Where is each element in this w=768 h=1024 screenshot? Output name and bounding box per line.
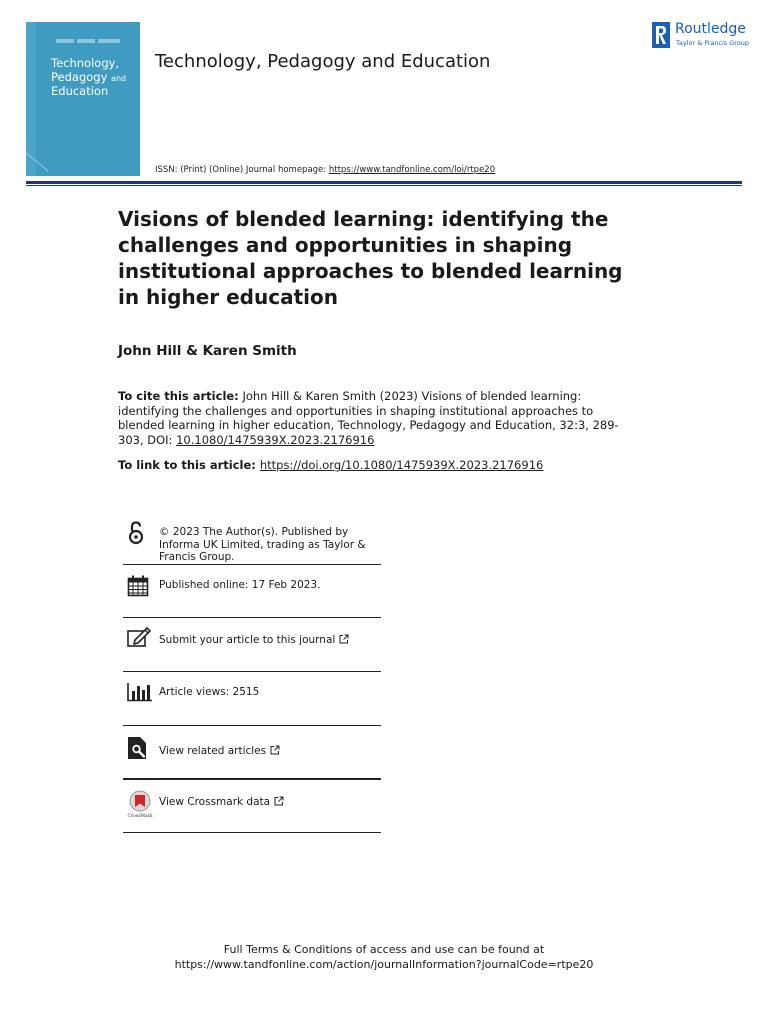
cover-title bbox=[51, 57, 137, 99]
article-views-row bbox=[123, 672, 381, 726]
publisher-name: Routledge bbox=[675, 21, 746, 37]
journal-cover-image[interactable] bbox=[26, 22, 140, 176]
article-views-text: Article views: 2515 bbox=[159, 686, 260, 698]
citation-text: John Hill & Karen Smith (2023) Visions of blended learning: identifying the challenges and opportunities in shaping institutional approaches to blended learning in higher education, Technology, Pedagogy and Education, 32:3, 289-303, DOI: bbox=[118, 389, 619, 447]
calendar-icon bbox=[127, 575, 149, 597]
cover-title-line bbox=[51, 71, 137, 86]
cover-top-bar bbox=[56, 28, 136, 34]
crossmark-link[interactable] bbox=[159, 796, 284, 809]
issn-line bbox=[155, 165, 495, 175]
cover-title-and: and bbox=[111, 73, 127, 83]
crossmark-row[interactable] bbox=[123, 780, 381, 833]
crossmark-label: View Crossmark data bbox=[159, 796, 271, 808]
publisher-subtitle: Taylor & Francis Group bbox=[676, 39, 750, 47]
related-articles-link[interactable] bbox=[159, 745, 280, 758]
submit-article-link[interactable] bbox=[159, 634, 349, 647]
article-link-label: To link to this article: bbox=[118, 458, 260, 472]
crossmark-badge-text: CrossMark bbox=[127, 814, 153, 818]
related-articles-label: View related articles bbox=[159, 745, 267, 757]
journal-homepage-link[interactable]: https://www.tandfonline.com/loi/rtpe20 bbox=[328, 165, 496, 175]
edit-icon bbox=[127, 626, 151, 648]
submit-article-row[interactable] bbox=[123, 618, 381, 672]
article-title: Visions of blended learning: identifying the challenges and opportunities in shaping institutional approaches to blended learning in higher education bbox=[118, 207, 623, 309]
open-access-row bbox=[123, 518, 381, 565]
bar-chart-icon bbox=[127, 682, 153, 702]
header-divider bbox=[26, 181, 742, 184]
footer-terms bbox=[0, 942, 768, 972]
cover-title-word: Pedagogy bbox=[51, 69, 108, 84]
related-search-icon bbox=[127, 736, 149, 760]
publisher-logo[interactable] bbox=[652, 20, 752, 50]
cover-title-line: Technology, bbox=[51, 56, 120, 70]
article-info-list bbox=[123, 518, 381, 833]
article-link-line bbox=[118, 458, 543, 472]
open-access-text: © 2023 The Author(s). Published by Informa UK Limited, trading as Taylor & Francis Group. bbox=[159, 526, 366, 563]
article-doi-link[interactable]: https://doi.org/10.1080/1475939X.2023.2176916 bbox=[259, 458, 544, 472]
header-divider-thin bbox=[26, 185, 742, 186]
external-link-icon bbox=[274, 796, 284, 806]
cover-title-line: Education bbox=[51, 84, 109, 98]
journal-name: Technology, Pedagogy and Education bbox=[155, 51, 491, 72]
related-articles-row[interactable] bbox=[123, 726, 381, 780]
cover-decoration bbox=[26, 152, 49, 176]
external-link-icon bbox=[270, 745, 280, 755]
external-link-icon bbox=[339, 634, 349, 644]
citation-label: To cite this article: bbox=[118, 389, 239, 403]
routledge-logo-icon bbox=[652, 22, 670, 48]
submit-article-label: Submit your article to this journal bbox=[159, 634, 336, 646]
footer-line: Full Terms & Conditions of access and use can be found at bbox=[223, 943, 545, 956]
open-access-icon bbox=[127, 520, 145, 546]
citation-block bbox=[118, 389, 638, 447]
citation-doi-link[interactable]: 10.1080/1475939X.2023.2176916 bbox=[176, 432, 375, 447]
article-authors: John Hill & Karen Smith bbox=[118, 343, 297, 359]
crossmark-icon bbox=[126, 790, 154, 818]
published-row bbox=[123, 565, 381, 618]
footer-terms-link[interactable]: https://www.tandfonline.com/action/journalInformation?journalCode=rtpe20 bbox=[174, 958, 594, 971]
issn-text: ISSN: (Print) (Online) Journal homepage: bbox=[155, 165, 329, 175]
published-date-text: Published online: 17 Feb 2023. bbox=[159, 579, 321, 591]
